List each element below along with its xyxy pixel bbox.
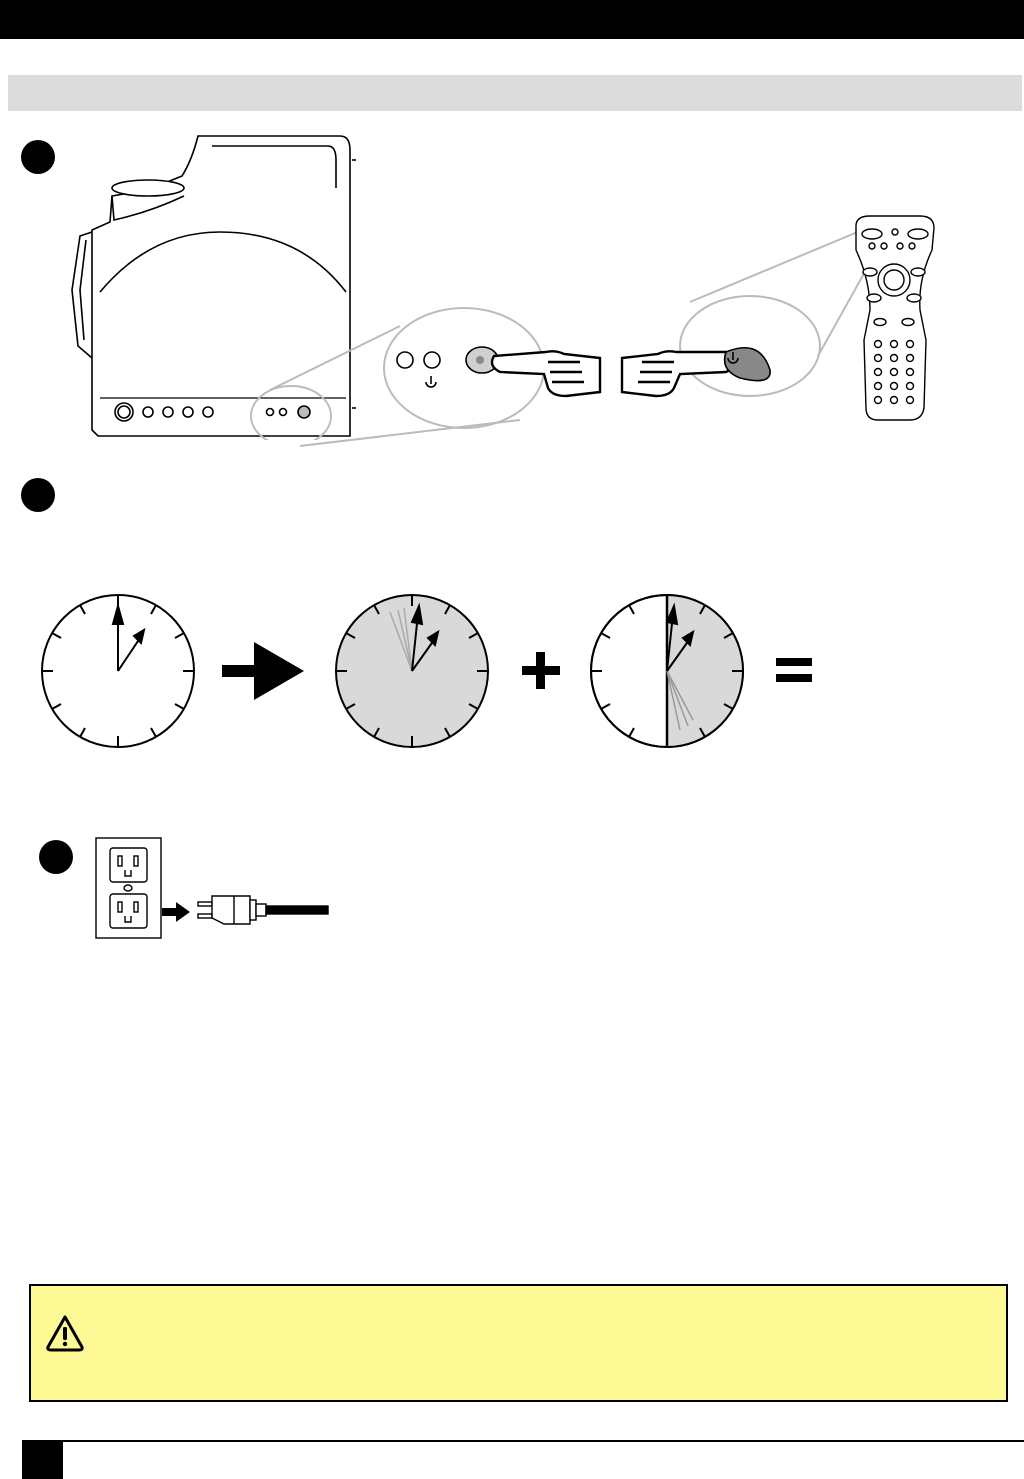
unplug-arrow-icon	[162, 902, 190, 922]
step-3-dot-icon	[39, 840, 73, 874]
clock-icon	[38, 592, 198, 752]
step-1-dot-icon	[21, 140, 55, 174]
section-title-band	[8, 75, 1022, 111]
wall-outlet-icon	[92, 834, 332, 942]
clock-shaded-icon	[330, 592, 494, 752]
header-bar	[0, 0, 1024, 39]
plus-icon	[518, 648, 564, 694]
step-2-dot-icon	[21, 478, 55, 512]
page-number-block	[22, 1440, 63, 1479]
warning-box	[29, 1284, 1008, 1402]
clock-half-shaded-icon	[586, 592, 748, 752]
equals-icon	[772, 654, 814, 686]
hand-pointing-icon	[492, 351, 733, 396]
warning-triangle-icon	[45, 1314, 85, 1352]
power-plug-icon	[198, 896, 328, 924]
right-arrow-icon	[220, 640, 310, 704]
footer-rule	[22, 1440, 1024, 1442]
remote-control-icon	[848, 212, 940, 422]
